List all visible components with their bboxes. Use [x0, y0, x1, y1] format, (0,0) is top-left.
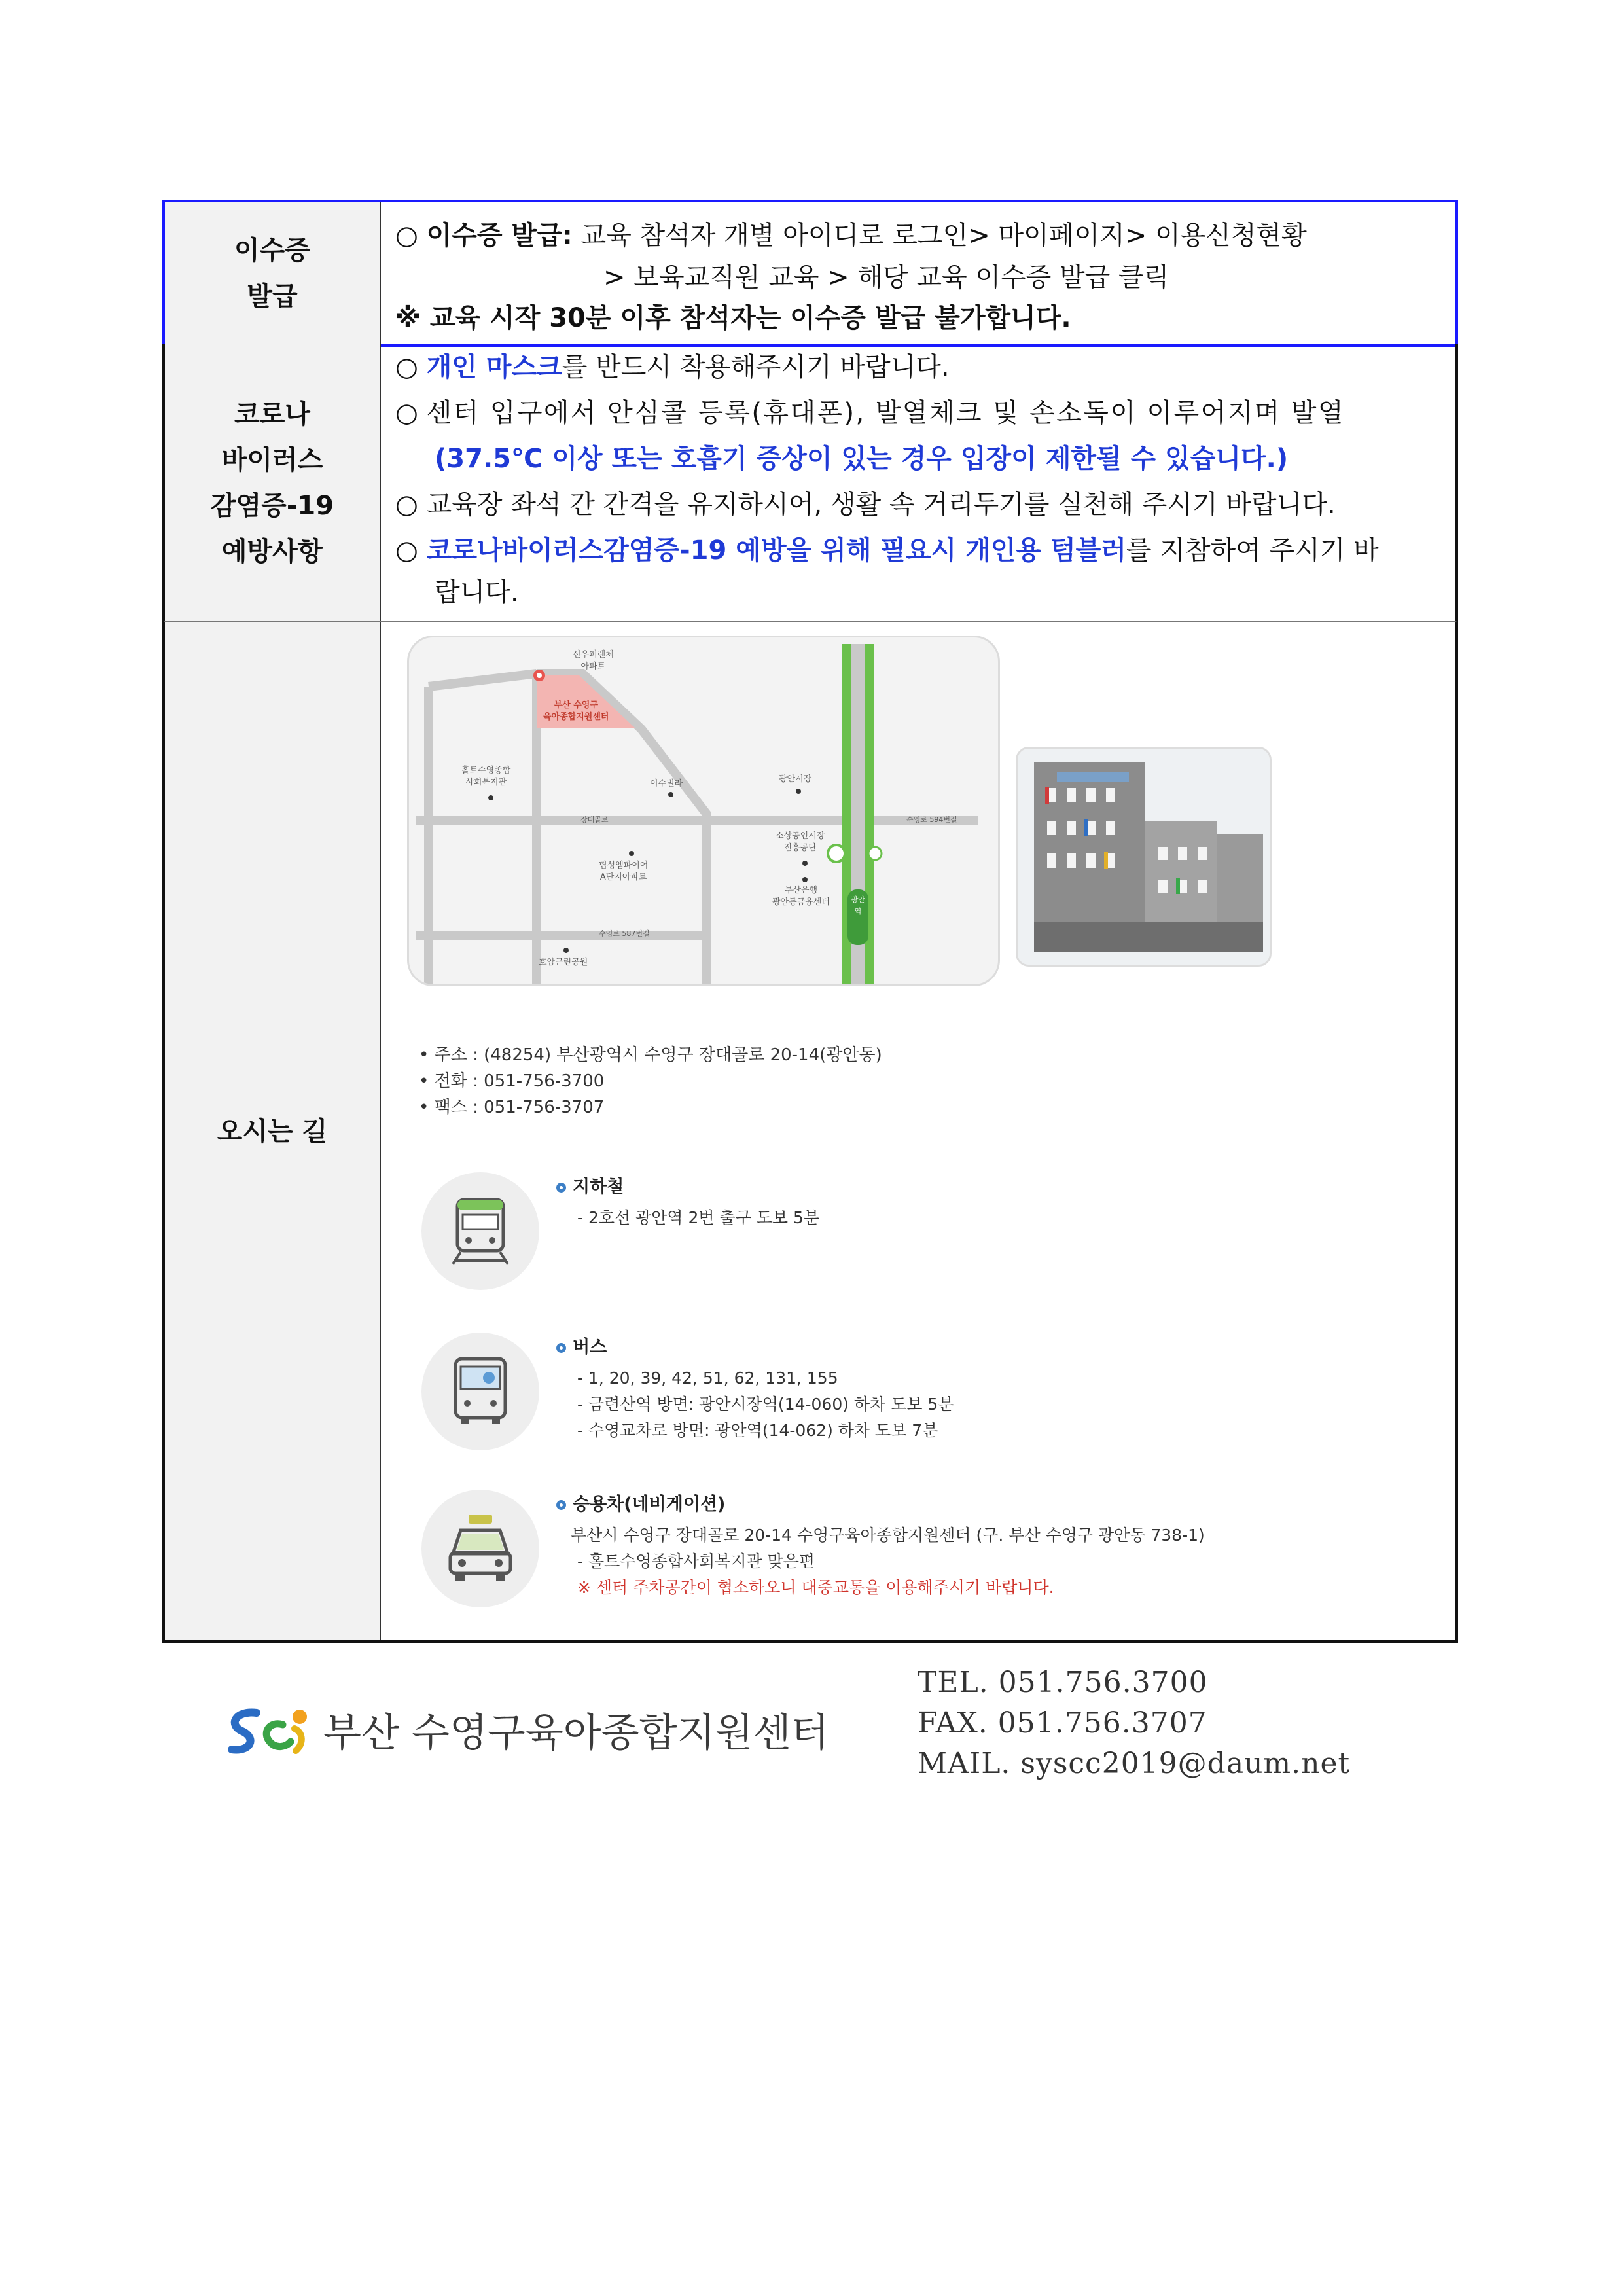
directions-header: [165, 622, 381, 1640]
train-icon: [421, 1172, 539, 1290]
covid-line-5: [395, 529, 1444, 572]
car-line: - 홀트수영종합사회복지관 맞은편: [577, 1552, 815, 1571]
covid-line-6: 랍니다.: [435, 577, 519, 607]
map-label-park: 호암근린공원: [539, 958, 588, 967]
bus-title: [556, 1333, 607, 1358]
bus-icon: [421, 1333, 539, 1450]
subway-title: [556, 1172, 624, 1198]
building-illustration: [1018, 749, 1270, 965]
map-label-apt1: 신우퍼렌체 아파트: [573, 650, 614, 672]
certificate-header: [165, 202, 381, 344]
car-title: [556, 1490, 725, 1515]
covid-line-4: [395, 483, 1444, 526]
bus-line: - 수영교차로 방면: 광안역(14-062) 하차 도보 7분: [577, 1421, 938, 1440]
entry-check-text: 센터 입구에서 안심콜 등록(휴대폰), 발열체크 및 손소독이 이루어지며 발열: [426, 398, 1345, 428]
bullet: ○: [395, 535, 418, 565]
header-line: 감염증-19: [210, 490, 334, 521]
footer-logo: [223, 1698, 314, 1757]
map-label-road-east: 수영로 594번길: [906, 816, 957, 824]
distance-text: 교육장 좌석 간 간격을 유지하시어, 생활 속 거리두기를 실천해 주시기 바랍니다.: [426, 490, 1336, 520]
map-label-welfare: 홀트수영종합 사회복지관: [461, 766, 511, 787]
map-label-market: 광안시장: [779, 774, 812, 784]
header-line: 바이러스: [221, 444, 323, 475]
covid-content: [381, 344, 1455, 621]
address-text: • 주소 : (48254) 부산광역시 수영구 장대골로 20-14(광안동): [419, 1045, 882, 1065]
header-line: 이수증: [234, 235, 310, 266]
subway-title-text: 지하철: [573, 1177, 624, 1197]
fever-notice: (37.5℃ 이상 또는 호흡기 증상이 있는 경우 입장이 제한될 수 있습니다.): [435, 444, 1289, 474]
bus-title-text: 버스: [573, 1337, 607, 1357]
map-label-center: 부산 수영구 육아종합지원센터: [543, 700, 609, 722]
covid-header: [165, 344, 381, 621]
map-label-villa: 이수빌라: [650, 779, 683, 789]
map-label-station: 광안역: [851, 895, 865, 916]
bus-line: - 금련산역 방면: 광안시장역(14-060) 하차 도보 5분: [577, 1395, 954, 1414]
certificate-line-2: > 보육교직원 교육 > 해당 교육 이수증 발급 클릭: [603, 262, 1169, 293]
car-icon-bg: [421, 1490, 539, 1607]
fax-text: • 팩스 : 051-756-3707: [419, 1098, 605, 1117]
map-label-bank: 부산은행 광안동금융센터: [772, 886, 830, 907]
bullet: ○: [395, 352, 418, 382]
bus-icon-bg: [421, 1333, 539, 1450]
car-title-text: 승용차(네비게이션): [573, 1494, 726, 1515]
header-line: 오시는 길: [217, 1116, 328, 1147]
covid-row: [162, 344, 1458, 622]
directions-content: [381, 622, 1455, 1640]
certificate-label: 이수증 발급:: [426, 221, 573, 251]
certificate-content: [381, 202, 1455, 344]
location-map: [407, 636, 1000, 986]
parking-warning: ※ 센터 주차공간이 협소하오니 대중교통을 이용해주시기 바랍니다.: [577, 1578, 1054, 1597]
tumbler-text: 를 지참하여 주시기 바: [1126, 535, 1379, 565]
subway-line: - 2호선 광안역 2번 출구 도보 5분: [577, 1208, 820, 1227]
footer-tel: TEL. 051.756.3700: [918, 1666, 1208, 1699]
certificate-steps: 교육 참석자 개별 아이디로 로그인> 마이페이지> 이용신청현황: [572, 221, 1307, 251]
map-label-apt2: 협성엠파이어 A단지아파트: [599, 861, 649, 882]
bullet: ○: [395, 398, 418, 428]
certificate-notice: ※ 교육 시작 30분 이후 참석자는 이수증 발급 불가합니다.: [395, 303, 1071, 333]
footer-org-name: 부산 수영구육아종합지원센터: [323, 1710, 829, 1756]
building-photo: [1016, 747, 1272, 967]
tumbler-emphasis: 코로나바이러스감염증-19 예방을 위해 필요시 개인용 텀블러: [426, 535, 1126, 565]
header-line: 예방사항: [221, 536, 323, 567]
mask-text: 를 반드시 착용해주시기 바랍니다.: [562, 352, 950, 382]
taxi-icon: [421, 1490, 539, 1607]
footer-mail[interactable]: MAIL. syscc2019@daum.net: [918, 1747, 1351, 1780]
bus-line: - 1, 20, 39, 42, 51, 62, 131, 155: [577, 1369, 838, 1388]
map-roads: [409, 637, 998, 984]
org-logo-icon: [223, 1698, 314, 1757]
mask-emphasis: 개인 마스크: [426, 352, 562, 382]
directions-row: [162, 622, 1458, 1643]
car-line: 부산시 수영구 장대골로 20-14 수영구육아종합지원센터 (구. 부산 수영구 광안동 738-1): [571, 1526, 1205, 1545]
subway-icon: [421, 1172, 539, 1290]
map-label-road-south: 수영로 587번길: [599, 929, 650, 938]
bullet: ○: [395, 221, 418, 251]
header-line: 발급: [247, 281, 298, 312]
certificate-line-1: [395, 214, 1444, 257]
phone-text: • 전화 : 051-756-3700: [419, 1071, 605, 1091]
bullet: ○: [395, 490, 418, 520]
map-label-road-main: 장대골로: [580, 816, 609, 824]
covid-line-2: [395, 391, 1444, 435]
covid-line-1: [395, 346, 1444, 389]
map-label-sme: 소상공인시장 진흥공단: [776, 831, 825, 853]
certificate-row: [162, 200, 1458, 347]
header-line: 코로나: [234, 399, 310, 429]
footer-fax: FAX. 051.756.3707: [918, 1706, 1207, 1740]
